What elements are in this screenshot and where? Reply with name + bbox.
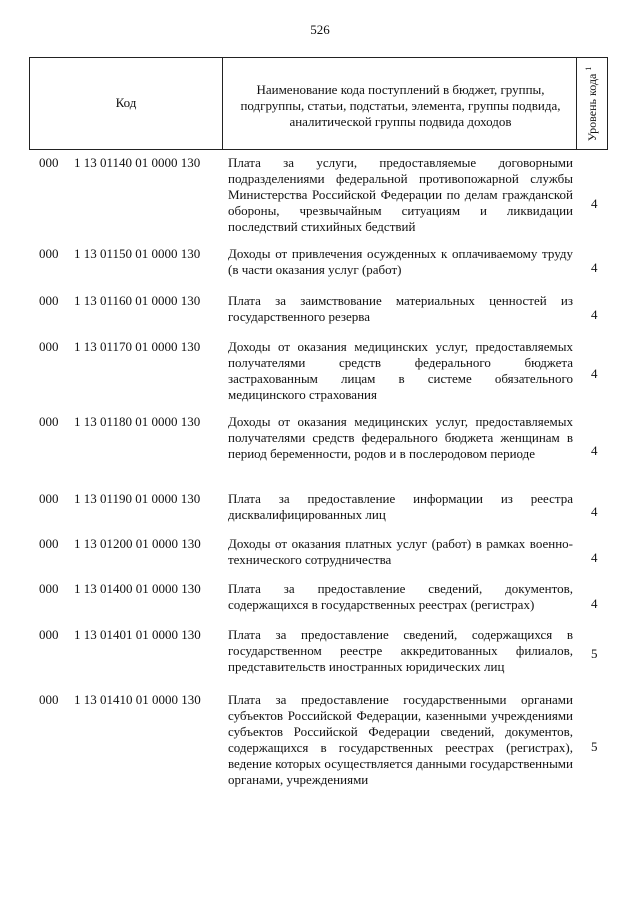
income-code: 1 13 01160 01 0000 130 <box>74 293 201 308</box>
income-name: Плата за услуги, предоставляемые договорными подразделениями федеральной противопожарной службы Министерства Российской Федерации по делам гражданской обороны, чрезвычайным ситуациям и ликвидации последствий стихийных бедствий <box>228 155 573 234</box>
income-name: Плата за предоставление сведений, документов, содержащихся в государственных реестрах (регистрах) <box>228 581 573 612</box>
income-code: 1 13 01200 01 0000 130 <box>74 536 201 551</box>
code-level: 4 <box>591 366 598 381</box>
page-number: 526 <box>310 22 330 37</box>
income-name: Доходы от привлечения осужденных к оплачиваемому труду (в части оказания услуг (работ) <box>228 246 573 277</box>
income-code: 1 13 01180 01 0000 130 <box>74 414 201 429</box>
income-name: Плата за предоставление государственными органами субъектов Российской Федерации, казенными учреждениями субъектов Российской Федерации сведений, документов, содержащихся в государственных реестрах (регистрах), ведение которых осуществляется данными государственными органами, учреждениями <box>228 692 573 787</box>
admin-code: 000 <box>39 581 59 596</box>
code-level: 4 <box>591 196 598 211</box>
header-code: Код <box>115 95 137 110</box>
income-code: 1 13 01190 01 0000 130 <box>74 491 201 506</box>
admin-code: 000 <box>39 293 59 308</box>
income-name: Плата за предоставление информации из реестра дисквалифицированных лиц <box>228 491 573 522</box>
income-name: Доходы от оказания платных услуг (работ) в рамках военно-технического сотрудничества <box>228 536 573 567</box>
admin-code: 000 <box>39 155 59 170</box>
income-code: 1 13 01170 01 0000 130 <box>74 339 201 354</box>
admin-code: 000 <box>39 491 59 506</box>
admin-code: 000 <box>39 339 59 354</box>
header-level-note: 1 <box>584 66 593 71</box>
admin-code: 000 <box>39 627 59 642</box>
income-name: Плата за предоставление сведений, содержащихся в государственном реестре аккредитованных филиалов, представительств иностранных юридических лиц <box>228 627 573 674</box>
income-name: Плата за заимствование материальных ценностей из государственного резерва <box>228 293 573 324</box>
income-name: Доходы от оказания медицинских услуг, предоставляемых получателями средств федерального бюджета застрахованным лицам в системе обязательного медицинского страхования <box>228 339 573 402</box>
admin-code: 000 <box>39 246 59 261</box>
admin-code: 000 <box>39 536 59 551</box>
code-level: 4 <box>591 443 598 458</box>
income-code: 1 13 01140 01 0000 130 <box>74 155 201 170</box>
header-level <box>584 66 600 141</box>
income-code: 1 13 01150 01 0000 130 <box>74 246 201 261</box>
header-level-cell <box>576 58 607 149</box>
income-code: 1 13 01410 01 0000 130 <box>74 692 201 707</box>
income-code: 1 13 01400 01 0000 130 <box>74 581 201 596</box>
admin-code: 000 <box>39 692 59 707</box>
code-level: 4 <box>591 504 598 519</box>
header-code-cell <box>30 58 223 149</box>
code-level: 5 <box>591 739 598 754</box>
header-level-label: Уровень кода <box>585 73 599 141</box>
admin-code: 000 <box>39 414 59 429</box>
code-level: 4 <box>591 596 598 611</box>
code-level: 4 <box>591 550 598 565</box>
income-code: 1 13 01401 01 0000 130 <box>74 627 201 642</box>
code-level: 4 <box>591 260 598 275</box>
header-name: Наименование кода поступлений в бюджет, группы, подгруппы, статьи, подстатьи, элемента, группы подвида, аналитической группы подвида доходов <box>240 82 561 129</box>
income-name: Доходы от оказания медицинских услуг, предоставляемых получателями средств федерального бюджета женщинам в период беременности, родов и в послеродовом периоде <box>228 414 573 461</box>
code-level: 4 <box>591 307 598 322</box>
table-header <box>29 57 608 150</box>
code-level: 5 <box>591 646 598 661</box>
